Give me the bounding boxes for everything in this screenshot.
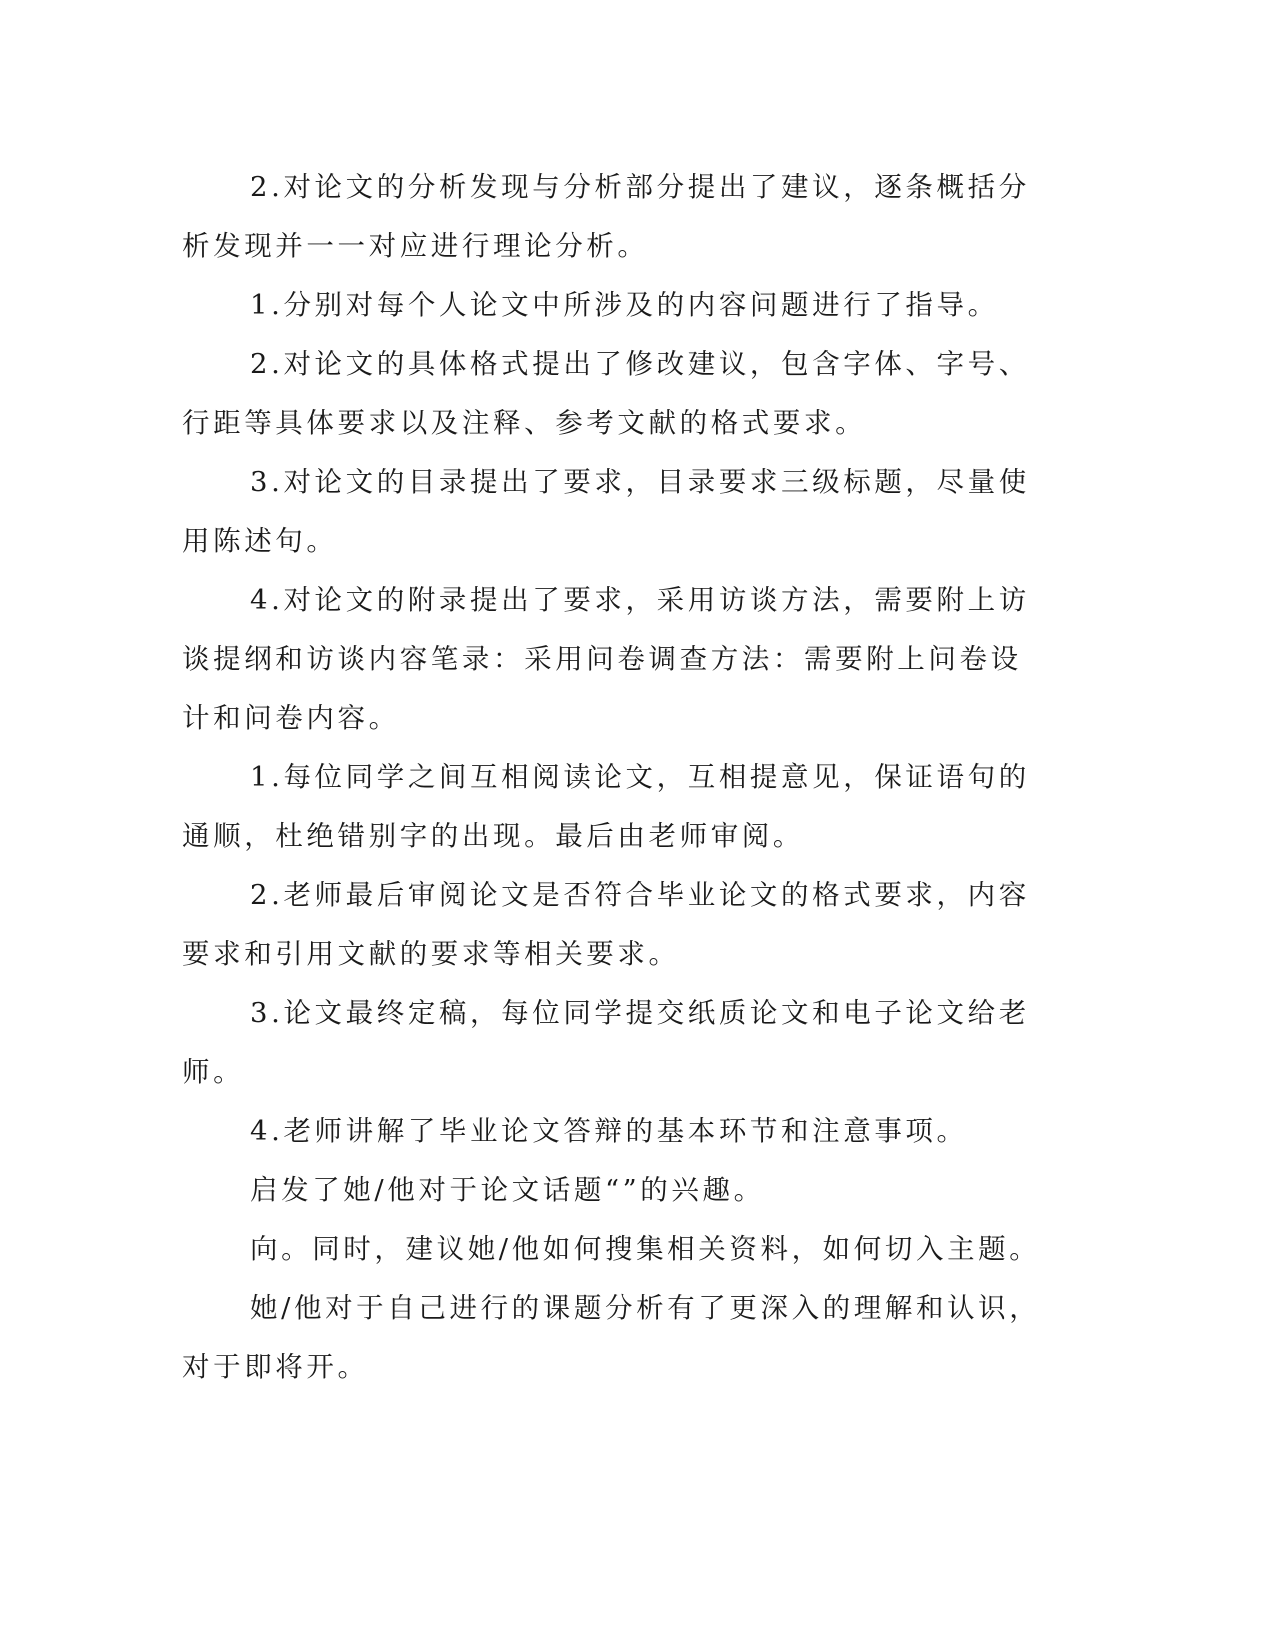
paragraph: 启发了她/他对于论文话题“”的兴趣。: [250, 1174, 765, 1206]
paragraph: 1.每位同学之间互相阅读论文，互相提意见，保证语句的通顺，杜绝错别字的出现。最后由老师审阅。: [182, 761, 1030, 852]
paragraph: 1.分别对每个人论文中所涉及的内容问题进行了指导。: [250, 289, 999, 321]
paragraph: 向。同时，建议她/他如何搜集相关资料，如何切入主题。: [250, 1233, 1041, 1265]
paragraph: 3.论文最终定稿，每位同学提交纸质论文和电子论文给老师。: [182, 997, 1030, 1088]
document-body: [182, 158, 1042, 1397]
paragraph: 3.对论文的目录提出了要求，目录要求三级标题，尽量使用陈述句。: [182, 466, 1030, 557]
paragraph: 她/他对于自己进行的课题分析有了更深入的理解和认识，对于即将开。: [182, 1292, 1041, 1383]
paragraph: 2.对论文的分析发现与分析部分提出了建议，逐条概括分析发现并一一对应进行理论分析。: [182, 171, 1030, 262]
paragraph: 4.老师讲解了毕业论文答辩的基本环节和注意事项。: [250, 1115, 968, 1147]
paragraph: 2.老师最后审阅论文是否符合毕业论文的格式要求，内容要求和引用文献的要求等相关要求。: [182, 879, 1030, 970]
paragraph: 2.对论文的具体格式提出了修改建议，包含字体、字号、行距等具体要求以及注释、参考文献的格式要求。: [182, 348, 1030, 439]
paragraph: 4.对论文的附录提出了要求，采用访谈方法，需要附上访谈提纲和访谈内容笔录：采用问卷调查方法：需要附上问卷设计和问卷内容。: [182, 584, 1030, 734]
